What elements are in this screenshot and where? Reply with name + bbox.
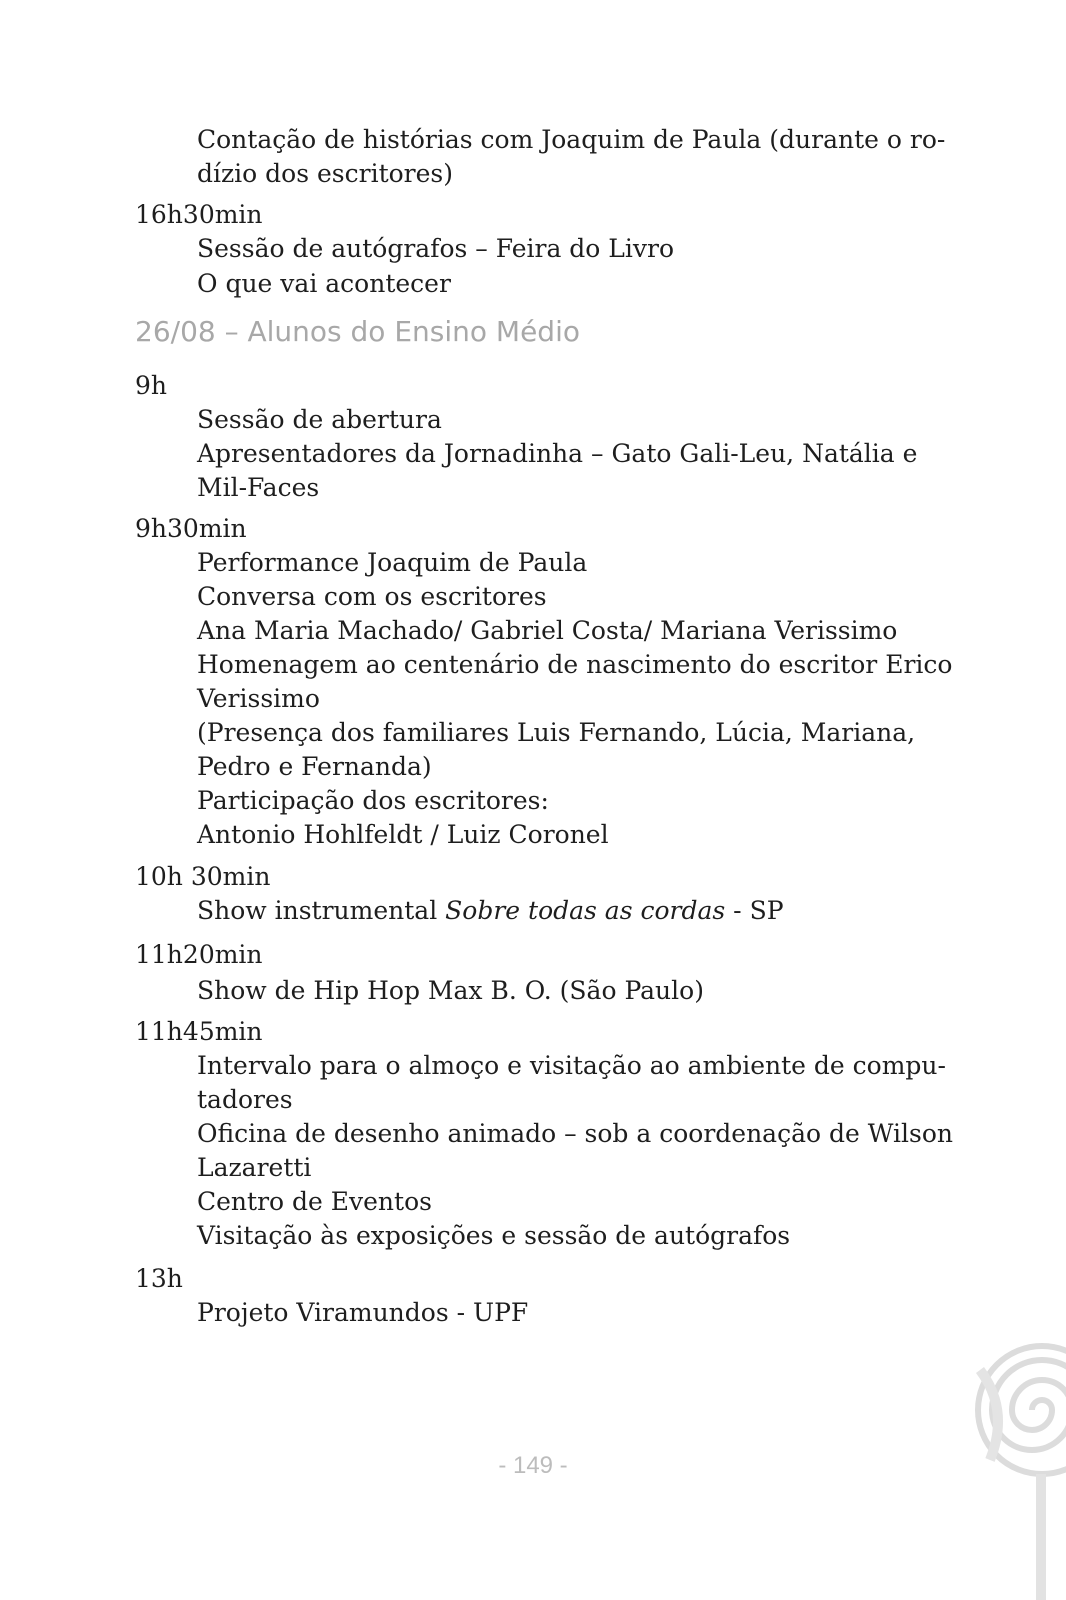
time-label	[135, 938, 263, 972]
program-item	[197, 471, 319, 505]
time-label	[135, 369, 167, 403]
line-emphasis: Sobre todas as cordas	[445, 896, 726, 925]
line-text: Verissimo	[197, 684, 320, 713]
page-number: - 149 -	[498, 1452, 568, 1479]
program-item	[197, 403, 442, 437]
line-text: Visitação às exposições e sessão de autógrafos	[197, 1221, 791, 1250]
program-item	[197, 648, 952, 682]
program-item	[197, 546, 587, 580]
line-text: Sessão de abertura	[197, 405, 442, 434]
line-text: Lazaretti	[197, 1153, 312, 1182]
program-item	[197, 1296, 528, 1330]
line-text: 13h	[135, 1264, 183, 1293]
program-item	[197, 614, 897, 648]
line-text: Show de Hip Hop Max B. O. (São Paulo)	[197, 976, 704, 1005]
program-item	[197, 1219, 790, 1253]
line-text: Intervalo para o almoço e visitação ao ambiente de compu-	[197, 1051, 946, 1080]
program-item	[197, 1185, 432, 1219]
line-text: Mil-Faces	[197, 473, 320, 502]
program-item	[197, 267, 451, 301]
line-text: Sessão de autógrafos – Feira do Livro	[197, 234, 675, 263]
line-text: Show instrumental	[197, 896, 446, 925]
line-suffix: - SP	[725, 896, 784, 925]
line-text: 10h 30min	[135, 862, 271, 891]
program-item	[197, 1117, 953, 1151]
line-text: 11h45min	[135, 1017, 263, 1046]
line-text: Apresentadores da Jornadinha – Gato Gali-Leu, Natália e	[197, 439, 918, 468]
line-text: dízio dos escritores)	[197, 159, 453, 188]
line-text: (Presença dos familiares Luis Fernando, Lúcia, Mariana,	[197, 718, 916, 747]
time-label	[135, 1262, 183, 1296]
lollipop-swirl-icon	[950, 1340, 1066, 1600]
line-text: Homenagem ao centenário de nascimento do escritor Erico	[197, 650, 953, 679]
program-item	[197, 580, 547, 614]
time-label	[135, 1015, 263, 1049]
line-text: Oficina de desenho animado – sob a coordenação de Wilson	[197, 1119, 953, 1148]
line-text: O que vai acontecer	[197, 269, 451, 298]
line-text: Participação dos escritores:	[197, 786, 549, 815]
line-text: Contação de histórias com Joaquim de Paula (durante o ro-	[197, 125, 946, 154]
time-label	[135, 198, 263, 232]
program-item	[197, 894, 784, 928]
program-item	[197, 157, 453, 191]
program-item	[197, 1049, 946, 1083]
program-item	[197, 974, 704, 1008]
program-item	[197, 750, 432, 784]
time-label	[135, 860, 270, 894]
line-text: Performance Joaquim de Paula	[197, 548, 588, 577]
line-text: 9h	[135, 371, 168, 400]
program-item	[197, 1083, 293, 1117]
program-item	[197, 818, 609, 852]
line-text: 16h30min	[135, 200, 263, 229]
program-item	[197, 232, 674, 266]
line-text: Antonio Hohlfeldt / Luiz Coronel	[197, 820, 609, 849]
program-item	[197, 123, 945, 157]
line-text: 9h30min	[135, 514, 247, 543]
program-item	[197, 1151, 311, 1185]
program-item	[197, 784, 549, 818]
line-text: tadores	[197, 1085, 293, 1114]
program-item	[197, 716, 915, 750]
section-heading: 26/08 – Alunos do Ensino Médio	[135, 315, 580, 348]
program-item	[197, 437, 917, 471]
line-text: Ana Maria Machado/ Gabriel Costa/ Mariana Verissimo	[197, 616, 898, 645]
program-item	[197, 682, 320, 716]
line-text: Centro de Eventos	[197, 1187, 432, 1216]
time-label	[135, 512, 247, 546]
line-text: Projeto Viramundos - UPF	[197, 1298, 529, 1327]
line-text: Conversa com os escritores	[197, 582, 547, 611]
line-text: 11h20min	[135, 940, 263, 969]
line-text: Pedro e Fernanda)	[197, 752, 432, 781]
